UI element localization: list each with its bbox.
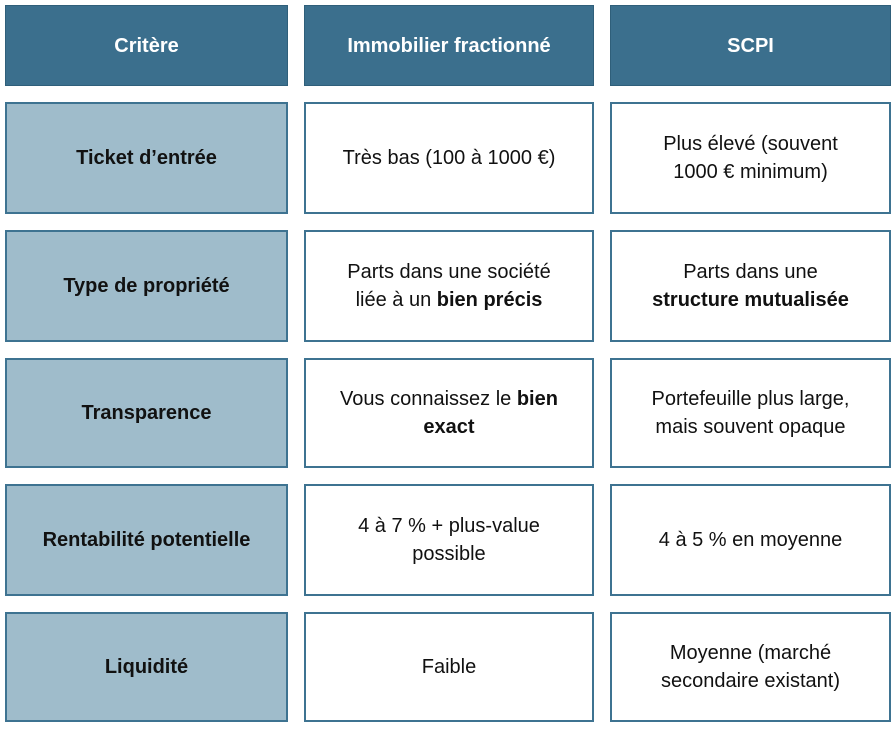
criterion-liquidity: Liquidité — [5, 612, 288, 722]
cell-scpi-entry-ticket — [610, 102, 891, 214]
cell-text-bold: exact — [423, 416, 475, 438]
cell-text: secondaire existant) — [661, 670, 840, 692]
cell-text-bold: structure mutualisée — [652, 289, 849, 311]
cell-scpi-potential-return — [610, 484, 891, 596]
cell-fractional-liquidity — [304, 612, 594, 722]
cell-fractional-entry-ticket — [304, 102, 594, 214]
criterion-potential-return: Rentabilité potentielle — [5, 484, 288, 596]
header-criterion: Critère — [5, 5, 288, 86]
cell-scpi-transparency — [610, 358, 891, 468]
criterion-property-type: Type de propriété — [5, 230, 288, 342]
cell-text: Parts dans une société — [347, 261, 551, 283]
header-fractional-real-estate: Immobilier fractionné — [304, 5, 594, 86]
cell-fractional-property-type — [304, 230, 594, 342]
header-scpi: SCPI — [610, 5, 891, 86]
cell-scpi-property-type — [610, 230, 891, 342]
criterion-transparency: Transparence — [5, 358, 288, 468]
cell-text: Parts dans une — [683, 261, 818, 283]
cell-text: Faible — [421, 656, 477, 678]
cell-text: 4 à 5 % en moyenne — [658, 529, 843, 551]
cell-text: 1000 € minimum) — [673, 161, 828, 183]
cell-text: Moyenne (marché — [669, 642, 832, 664]
criterion-entry-ticket: Ticket d’entrée — [5, 102, 288, 214]
cell-text-bold: bien précis — [436, 289, 543, 311]
cell-text: Portefeuille plus large, — [651, 388, 850, 410]
cell-fractional-transparency — [304, 358, 594, 468]
cell-text: 4 à 7 % + plus-value — [358, 515, 540, 537]
cell-text: possible — [412, 543, 486, 565]
cell-text: Vous connaissez le — [340, 388, 517, 410]
cell-scpi-liquidity — [610, 612, 891, 722]
cell-text: Plus élevé (souvent — [663, 133, 838, 155]
cell-text: Très bas (100 à 1000 €) — [342, 147, 556, 169]
cell-text-bold: bien — [516, 388, 558, 410]
cell-text: liée à un — [355, 289, 437, 311]
cell-fractional-potential-return — [304, 484, 594, 596]
cell-text: mais souvent opaque — [655, 416, 846, 438]
